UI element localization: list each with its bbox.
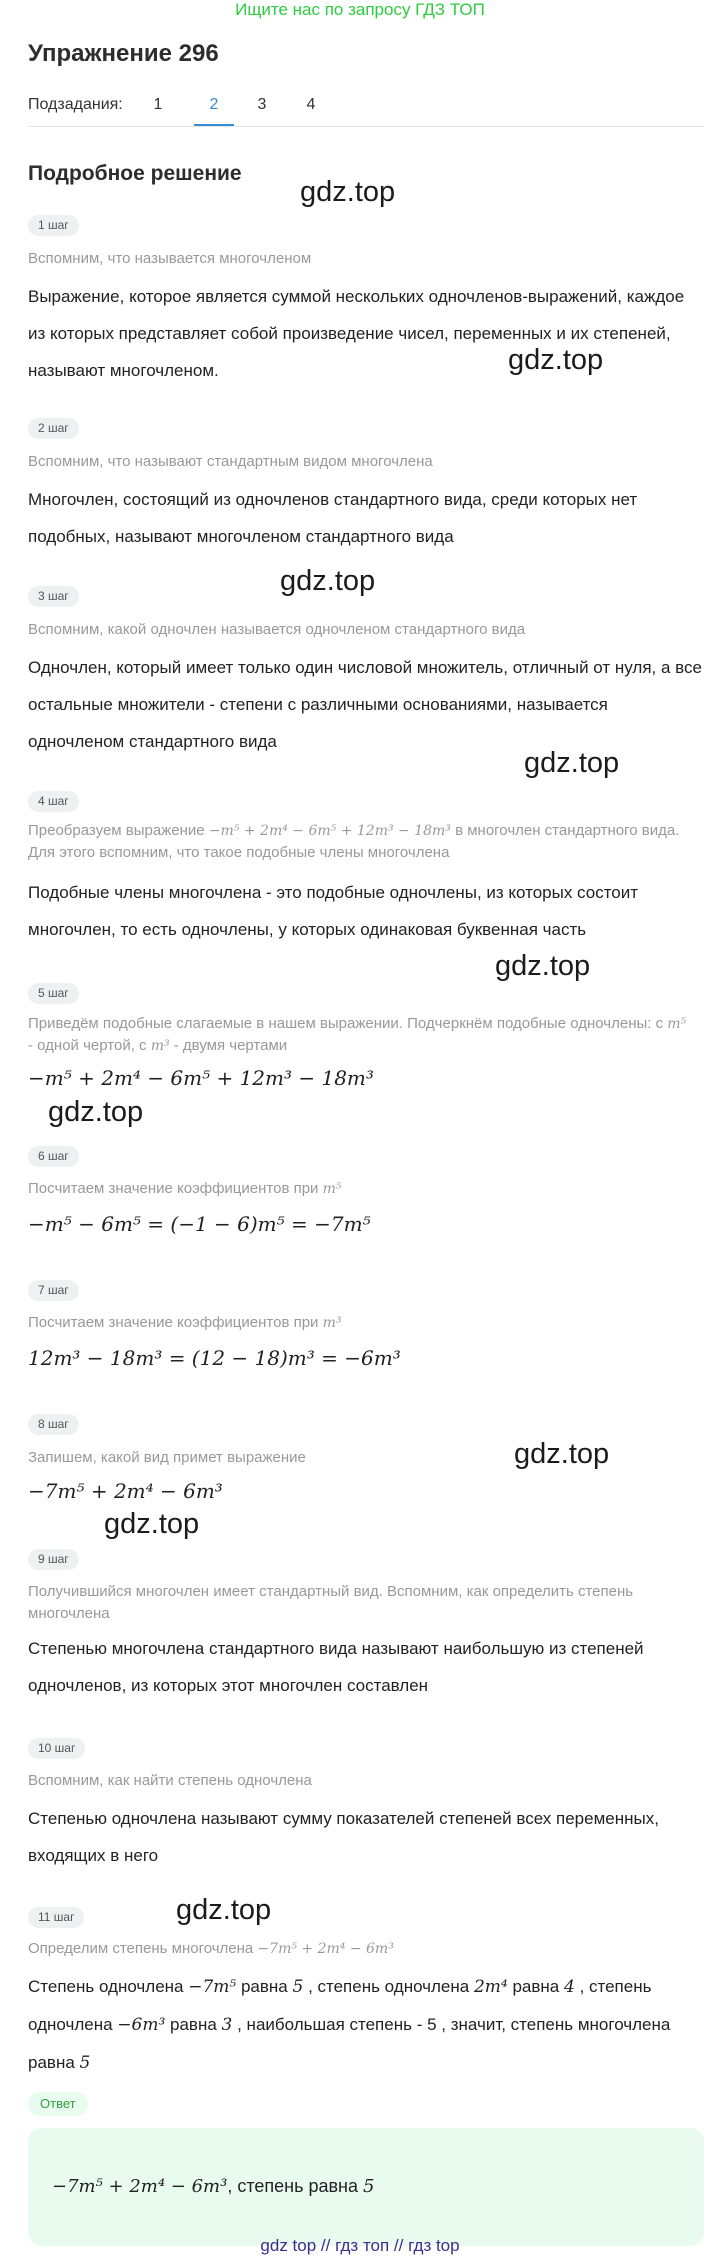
tab-subtask-3[interactable]: 3 [257,96,267,113]
subtask-tabs [28,92,704,127]
subtasks-label: Подзадания: [28,96,123,113]
watermark: gdz.top [176,1894,272,1926]
watermark: gdz.top [524,747,620,779]
step-hint [28,1938,688,1960]
step-badge: 3 шаг [28,586,79,607]
step-text: Подобные члены многочлена - это подобные одночлены, из которых состоит многочлен, то есть одночлены, у которых одинаковая буквенная часть [28,883,639,939]
step-text: Степенью многочлена стандартного вида называют наибольшую из степеней одночленов, из которых этот многочлен составлен [28,1639,644,1695]
text-fragment: , наибольшая степень - 5 , значит, степень многочлена равна [28,2015,671,2072]
step-hint: Вспомним, какой одночлен называется одночленом стандартного вида [28,621,526,638]
inline-math: −6m³ [117,2015,166,2035]
step-hint: Вспомним, что называют стандартным видом многочлена [28,453,433,470]
text-fragment: равна [512,1977,560,1996]
watermark: gdz.top [300,176,396,208]
answer-badge: Ответ [28,2092,88,2116]
active-tab-indicator [194,124,234,126]
hint-text: - двумя чертами [173,1037,288,1054]
step-text: Одночлен, который имеет только один числовой множитель, отличный от нуля, а все остальные множители - степени с различными основаниями, называется одночленом стандартного вида [28,658,702,751]
inline-math: 2m⁴ [473,1977,508,1997]
hint-text: - одной чертой, с [28,1037,147,1054]
answer-label: , степень равна [227,2176,359,2196]
text-fragment: равна [170,2015,217,2034]
step-badge: 11 шаг [28,1907,84,1928]
step-badge: 10 шаг [28,1738,85,1759]
hint-math: m³ [322,1315,342,1331]
step-text [28,1968,704,2082]
step-hint: Запишем, какой вид примет выражение [28,1449,306,1466]
step-hint [28,820,688,864]
inline-math: 5 [292,1977,304,1997]
step-text: Степенью одночлена называют сумму показателей степеней всех переменных, входящих в него [28,1809,659,1865]
hint-math: m⁵ [667,1016,687,1032]
step-badge: 9 шаг [28,1549,79,1570]
promo-banner: Ищите нас по запросу ГДЗ ТОП [235,0,485,19]
step-badge: 8 шаг [28,1414,79,1435]
section-title: Подробное решение [28,162,242,185]
step-hint [28,1013,688,1057]
step-hint [28,1178,688,1200]
step-hint: Вспомним, как найти степень одночлена [28,1772,312,1789]
step-math: −m⁵ − 6m⁵ = (−1 − 6)m⁵ = −7m⁵ [28,1212,371,1236]
watermark: gdz.top [495,950,591,982]
step-badge: 6 шаг [28,1146,79,1167]
watermark: gdz.top [280,565,376,597]
tab-subtask-2[interactable]: 2 [209,96,219,113]
answer-value: 5 [363,2176,375,2197]
hint-math: −m⁵ + 2m⁴ − 6m⁵ + 12m³ − 18m³ [208,823,451,839]
step-hint [28,1312,688,1334]
step-text: Многочлен, состоящий из одночленов стандартного вида, среди которых нет подобных, называют многочленом стандартного вида [28,490,638,546]
watermark: gdz.top [48,1096,144,1128]
step-math: 12m³ − 18m³ = (12 − 18)m³ = −6m³ [28,1346,401,1370]
step-badge: 2 шаг [28,418,79,439]
page-title: Упражнение 296 [28,40,219,67]
inline-math: 4 [564,1977,575,1997]
answer-box [28,2128,704,2246]
answer-math: −7m⁵ + 2m⁴ − 6m³ [52,2176,228,2197]
hint-math: m³ [150,1038,170,1054]
watermark: gdz.top [104,1508,200,1540]
hint-math: −7m⁵ + 2m⁴ − 6m³ [257,1941,394,1957]
inline-math: 5 [79,2053,91,2073]
hint-text: Приведём подобные слагаемые в нашем выражении. Подчеркнём подобные одночлены: с [28,1015,664,1032]
text-fragment: , степень одночлена [28,1977,652,2034]
hint-text: Посчитаем значение коэффициентов при [28,1314,319,1331]
watermark: gdz.top [514,1438,610,1470]
text-fragment: , степень одночлена [308,1977,470,1996]
inline-math: −7m⁵ [188,1977,237,1997]
step-badge: 5 шаг [28,983,79,1004]
watermark: gdz.top [508,344,604,376]
step-math: −7m⁵ + 2m⁴ − 6m³ [28,1479,223,1503]
answer-text [52,2176,374,2197]
text-fragment: равна [240,1977,288,1996]
hint-text: Определим степень многочлена [28,1940,254,1957]
footer-links[interactable]: gdz top // гдз топ // гдз top [260,2236,460,2255]
step-badge: 4 шаг [28,791,79,812]
text-fragment: Степень одночлена [28,1977,184,1996]
step-hint: Получившийся многочлен имеет стандартный вид. Вспомним, как определить степень многочлена [28,1583,634,1622]
step-hint: Вспомним, что называется многочленом [28,250,312,267]
hint-text: Посчитаем значение коэффициентов при [28,1180,319,1197]
step-badge: 1 шаг [28,215,79,236]
step-badge: 7 шаг [28,1280,79,1301]
tab-subtask-4[interactable]: 4 [306,96,316,113]
hint-text: в многочлен стандартного вида. Для этого вспомним, что такое подобные члены многочлена [28,822,680,861]
hint-text: Преобразуем выражение [28,822,205,839]
step-text: Выражение, которое является суммой нескольких одночленов-выражений, каждое из которых представляет собой произведение чисел, переменных и их степеней, называют многочленом. [28,287,685,380]
inline-math: 3 [221,2015,233,2035]
hint-math: m⁵ [322,1181,342,1197]
step-math: −m⁵ + 2m⁴ − 6m⁵ + 12m³ − 18m³ [28,1066,374,1090]
tab-subtask-1[interactable]: 1 [153,96,163,113]
